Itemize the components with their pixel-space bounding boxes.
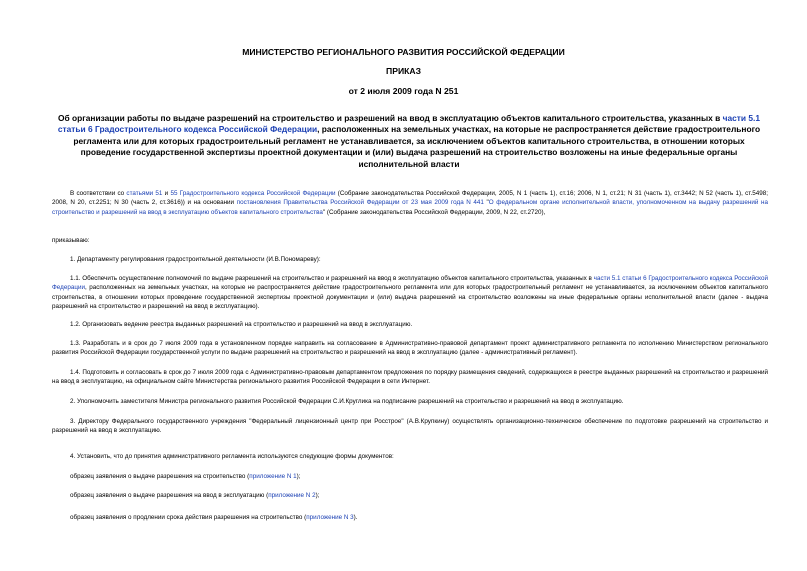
form-item-2-text: образец заявления о выдаче разрешения на ввод в эксплуатацию ( [70, 492, 269, 499]
item-1: 1. Департаменту регулирования градостроительной деятельности (И.В.Пономареву): [70, 256, 321, 263]
preamble-text-2: и [162, 190, 171, 197]
item-1-4: 1.4. Подготовить и согласовать в срок до 7 июля 2009 года с Административно-правовым департаментом предложения по порядку размещения сведений, содержащихся в реестре выданных разрешений на строительство и разрешений на ввод в эксплуатацию, на официальном сайте Министерства регионального развития Российской Федерации в сети Интернет. [52, 369, 768, 386]
preamble-text-3: (Собрание законодательства Российской Федерации, 2005, N 1 (часть 1), ст.16; 2006, N 1, ст.21; N 31 (часть 1), ст.3442; N 52 (часть 1), ст.5498; 2008, N 20, ст.2251; N 30 (часть 2, ст.3616)) и на основании [52, 190, 768, 207]
ministry-heading: МИНИСТЕРСТВО РЕГИОНАЛЬНОГО РАЗВИТИЯ РОССИЙСКОЙ ФЕДЕРАЦИИ [242, 47, 565, 57]
form-item-1-text: образец заявления о выдаче разрешения на строительство ( [70, 473, 250, 480]
item-1-1-link[interactable]: части 5.1 статьи 6 Градостроительного кодекса Российской Федерации [52, 275, 768, 292]
preamble-text-1: В соответствии со [70, 190, 127, 197]
preamble-text-4: " [483, 199, 489, 207]
link-article-51[interactable]: статьями 51 [126, 190, 163, 197]
form-item-1-end: ); [296, 473, 301, 480]
item-2: 2. Уполномочить заместителя Министра регионального развития Российской Федерации С.И.Круглика на подписание разрешений на строительство и разрешений на ввод в эксплуатацию. [70, 398, 624, 405]
item-1-1-text-b: , расположенных на земельных участках, на которые не распространяется действие градостроительного регламента или для которых градостроительный регламент не устанавливается, за исключением объектов капитального строительства, в отношении которых проведение государственной экспертизы проектной документации и (или) выдача разрешений на строительство возложены на иные федеральные органы исполнительной власти (далее - выдача разрешений на строительство и разрешений на ввод в эксплуатацию). [52, 284, 768, 311]
item-1-3: 1.3. Разработать и в срок до 7 июля 2009 года в установленном порядке направить на согласование в Административно-правовой департамент проект административного регламента по исполнению Министерством регионального развития Российской Федерации государственной услуги по выдаче разрешений на строительство и разрешений на ввод в эксплуатацию (далее - административный регламент). [52, 340, 768, 357]
link-appendix-1[interactable]: приложение N 1 [249, 473, 297, 480]
order-word: приказываю: [52, 237, 90, 244]
form-item-3-end: ). [353, 514, 358, 521]
title-text-1: Об организации работы по выдаче разрешений на строительство и разрешений на ввод в эксплуатацию объектов капитального строительства, указанных в [58, 113, 723, 123]
title-link-gradcode[interactable]: части 5.1 статьи 6 Градостроительного кодекса Российской Федерации [57, 113, 760, 135]
form-item-3 [52, 513, 768, 522]
link-appendix-2[interactable]: приложение N 2 [268, 492, 316, 499]
form-item-3-text: образец заявления о продлении срока действия разрешения на строительство ( [70, 514, 307, 521]
date-number-heading: от 2 июля 2009 года N 251 [348, 86, 459, 96]
link-article-55[interactable]: 55 Градостроительного кодекса Российской Федерации [170, 190, 336, 197]
document-title [52, 113, 766, 170]
item-3: 3. Директору Федерального государственного учреждения "Федеральный лицензионный центр при Росстрое" (А.В.Крупкину) осуществлять организационно-техническое обеспечение по подготовке разрешений на строительство и разрешений на ввод в эксплуатацию. [52, 418, 768, 435]
preamble-text-5: " (Собрание законодательства Российской Федерации, 2009, N 22, ст.2720), [322, 208, 546, 216]
doc-type-heading: ПРИКАЗ [386, 66, 421, 76]
item-4: 4. Установить, что до принятия административного регламента используются следующие формы документов: [70, 453, 394, 460]
form-item-2 [52, 491, 768, 500]
item-1-1 [52, 274, 768, 312]
link-appendix-3[interactable]: приложение N 3 [306, 514, 354, 521]
item-1-2: 1.2. Организовать ведение реестра выданных разрешений на строительство и разрешений на ввод в эксплуатацию. [70, 321, 413, 328]
title-text-2: , расположенных на земельных участках, на которые не распространяется действие градостроительного регламента или для которых градостроительный регламент не устанавливается, за исключением объектов капитального строительства, в отношении которых проведение государственной экспертизы проектной документации и (или) выдача разрешений на строительство возложены на иные федеральные органы исполнительной власти [73, 124, 761, 169]
link-decree-title[interactable]: О федеральном органе исполнительной власти, уполномоченном на выдачу разрешений на строительство и разрешений на ввод в эксплуатацию объектов капитального строительства [52, 199, 768, 216]
link-government-decree[interactable]: постановления Правительства Российской Федерации от 23 мая 2009 года N 441 [236, 199, 484, 207]
form-item-2-end: ); [315, 492, 320, 499]
item-1-1-text-a: 1.1. Обеспечить осуществление полномочий по выдаче разрешений на строительство и разрешений на ввод в эксплуатацию объектов капитального строительства, указанных в [70, 275, 594, 282]
form-item-1 [52, 472, 768, 481]
preamble-paragraph [52, 189, 768, 217]
